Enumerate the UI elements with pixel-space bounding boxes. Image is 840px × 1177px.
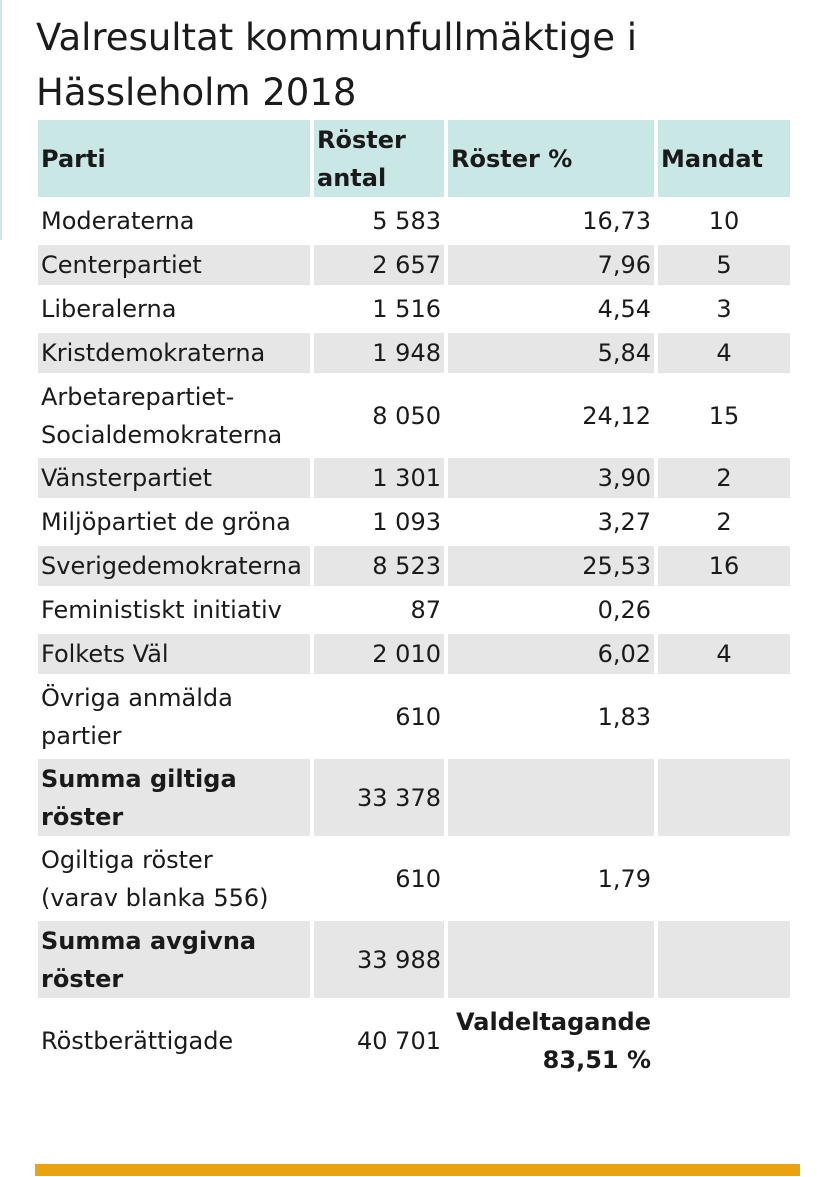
seats-count: 16	[658, 546, 790, 586]
votes-count: 87	[410, 596, 441, 624]
seats-count	[658, 1002, 790, 1079]
left-edge-rule	[0, 0, 2, 240]
turnout-value: 83,51 %	[542, 1045, 651, 1074]
page-title: Valresultat kommunfullmäktige i Hässleholm 2018	[36, 16, 637, 114]
votes-count: 8 050	[372, 401, 441, 430]
votes-count: 33 988	[314, 921, 444, 998]
votes-percent: 6,02	[448, 634, 654, 674]
votes-count: 1 301	[314, 458, 444, 498]
votes-count: 1 093	[372, 508, 441, 536]
header-row	[38, 120, 790, 197]
party-name-line1: Summa avgivna	[41, 926, 257, 955]
party-name-line1: Ogiltiga röster	[41, 845, 213, 874]
party-name-line2: röster	[41, 964, 124, 993]
votes-percent: 7,96	[448, 245, 654, 285]
header-seats: Mandat	[658, 120, 790, 197]
table-row	[38, 590, 790, 630]
seats-count	[658, 840, 790, 917]
votes-percent: 0,26	[597, 596, 651, 624]
party-name-line1: Arbetarepartiet-	[41, 382, 235, 411]
header-percent: Röster %	[448, 120, 654, 197]
seats-count: 10	[708, 207, 740, 235]
votes-percent: 3,90	[448, 458, 654, 498]
seats-count: 3	[716, 295, 732, 323]
party-name	[38, 921, 310, 998]
votes-percent: 16,73	[582, 207, 651, 235]
party-name: Folkets Väl	[38, 634, 310, 674]
votes-percent: 24,12	[582, 401, 651, 430]
votes-percent: 1,79	[597, 864, 651, 893]
votes-percent: 4,54	[597, 295, 651, 323]
party-name: Liberalerna	[41, 295, 177, 323]
results-table	[34, 116, 794, 1083]
table-row-total-cast	[38, 921, 790, 998]
votes-percent	[448, 759, 654, 836]
votes-count: 2 010	[314, 634, 444, 674]
party-name: Sverigedemokraterna	[38, 546, 310, 586]
party-name	[38, 759, 310, 836]
party-name	[38, 377, 310, 454]
votes-percent: 5,84	[448, 333, 654, 373]
party-name: Miljöpartiet de gröna	[41, 508, 291, 536]
votes-count: 1 516	[372, 295, 441, 323]
votes-count: 1 948	[314, 333, 444, 373]
votes-percent: 3,27	[597, 508, 651, 536]
seats-count: 15	[708, 401, 740, 430]
table-row	[38, 289, 790, 329]
votes-percent: 1,83	[597, 702, 651, 731]
seats-count: 4	[658, 634, 790, 674]
votes-percent	[448, 921, 654, 998]
turnout-label: Valdeltagande	[456, 1007, 651, 1036]
party-name-line2: Socialdemokraterna	[41, 420, 283, 449]
table-row	[38, 377, 790, 454]
votes-count: 8 523	[314, 546, 444, 586]
table-row-eligible	[38, 1002, 790, 1079]
votes-count: 5 583	[372, 207, 441, 235]
table-row	[38, 502, 790, 542]
party-name-line2: röster	[41, 802, 124, 831]
seats-count: 2	[658, 458, 790, 498]
table-row	[38, 678, 790, 755]
header-votes-line2: antal	[317, 163, 387, 192]
votes-count: 610	[395, 864, 441, 893]
party-name-line2: partier	[41, 721, 122, 750]
seats-count	[658, 590, 790, 630]
turnout	[448, 1002, 654, 1079]
header-votes-line1: Röster	[317, 125, 406, 154]
votes-count: 33 378	[314, 759, 444, 836]
votes-count: 40 701	[357, 1026, 441, 1055]
party-name: Feministiskt initiativ	[41, 596, 282, 624]
votes-count: 610	[395, 702, 441, 731]
party-name-line1: Övriga anmälda	[41, 683, 233, 712]
seats-count	[658, 678, 790, 755]
seats-count: 4	[658, 333, 790, 373]
seats-count	[658, 921, 790, 998]
table-row	[38, 546, 790, 586]
header-votes	[314, 120, 444, 197]
party-name: Vänsterpartiet	[38, 458, 310, 498]
votes-percent: 25,53	[448, 546, 654, 586]
table-row	[38, 333, 790, 373]
party-name: Moderaterna	[41, 207, 195, 235]
seats-count: 5	[658, 245, 790, 285]
header-party: Parti	[38, 120, 310, 197]
party-name: Röstberättigade	[41, 1026, 234, 1055]
table-row	[38, 201, 790, 241]
bottom-accent-bar	[35, 1164, 800, 1176]
party-name	[38, 678, 310, 755]
party-name-line1: Summa giltiga	[41, 764, 237, 793]
seats-count: 2	[716, 508, 732, 536]
party-name: Kristdemokraterna	[38, 333, 310, 373]
table-row	[38, 840, 790, 917]
table-row	[38, 245, 790, 285]
party-name-line2: (varav blanka 556)	[41, 883, 269, 912]
table-row	[38, 458, 790, 498]
table-row-total-valid	[38, 759, 790, 836]
votes-count: 2 657	[314, 245, 444, 285]
party-name	[38, 840, 310, 917]
seats-count	[658, 759, 790, 836]
table-row	[38, 634, 790, 674]
party-name: Centerpartiet	[38, 245, 310, 285]
